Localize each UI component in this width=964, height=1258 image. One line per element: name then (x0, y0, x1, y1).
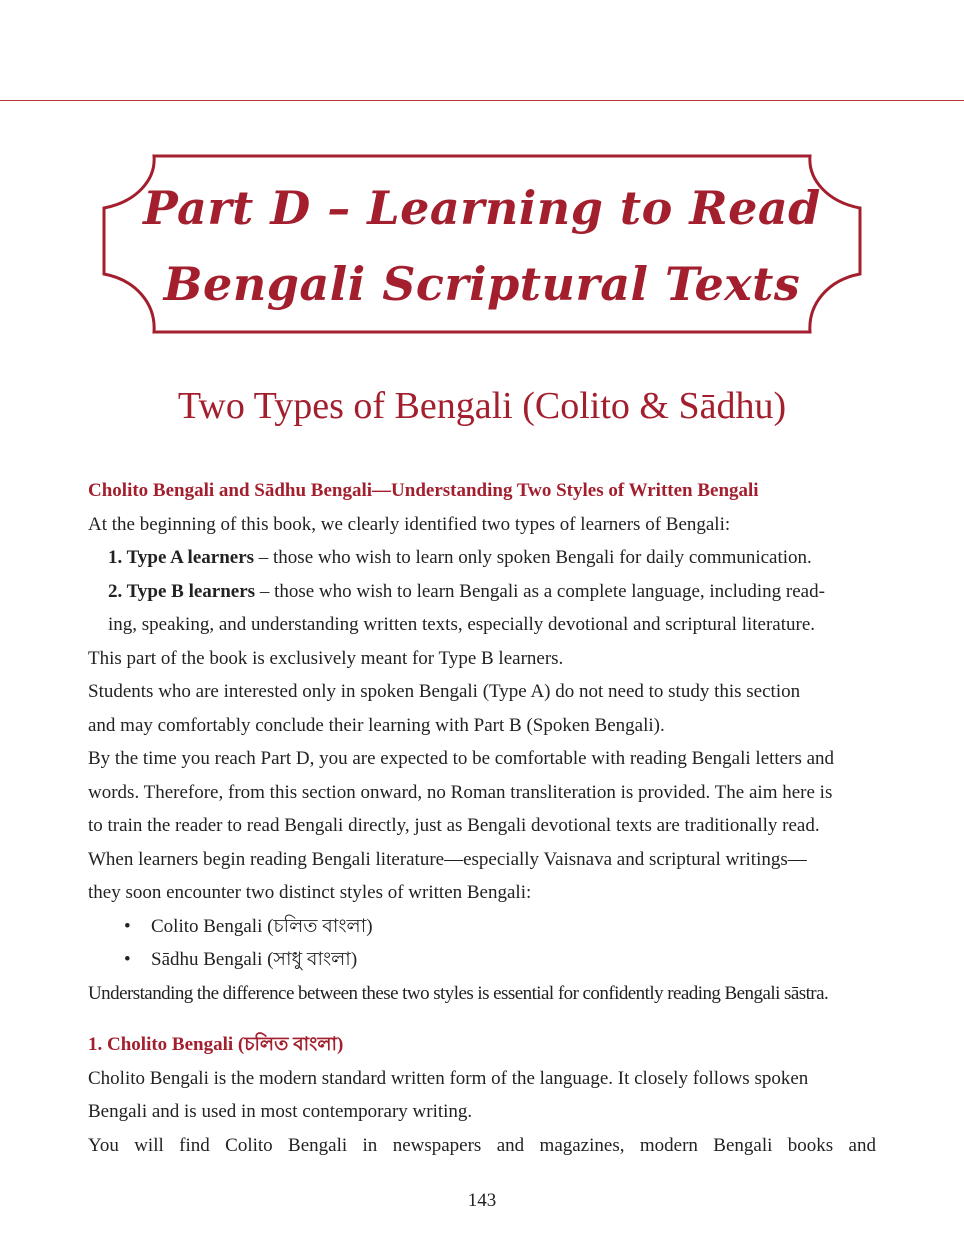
paragraph-reach-line-1: By the time you reach Part D, you are expected to be comfortable with reading Bengali letters and (88, 748, 835, 769)
list-item-type-a (88, 541, 876, 575)
paragraph-students-line-1: Students who are interested only in spoken Bengali (Type A) do not need to study this section (88, 681, 801, 702)
paragraph-when-line-1: When learners begin reading Bengali literature—especially Vaisnava and scriptural writings— (88, 848, 807, 870)
list-item-type-b-continued: ing, speaking, and understanding written texts, especially devotional and scriptural literature. (108, 614, 816, 635)
paragraph-cholito-line-2: Bengali and is used in most contemporary writing. (88, 1101, 473, 1122)
paragraph-reach-line-3: to train the reader to read Bengali directly, just as Bengali devotional texts are traditionally read. (88, 815, 820, 836)
bullet-icon: • (124, 949, 131, 970)
paragraph-when-line-2: they soon encounter two distinct styles of written Bengali: (88, 882, 532, 903)
list-item-type-b (88, 575, 876, 609)
header-rule (0, 100, 964, 101)
type-b-label: 2. Type B learners (108, 580, 256, 602)
banner-line-1: Part D – Learning to Read (143, 181, 821, 235)
bullet-icon: • (124, 915, 131, 937)
body-text (88, 474, 876, 1162)
part-title-banner (100, 152, 864, 337)
banner-line-2: Bengali Scriptural Texts (163, 257, 801, 311)
paragraph-exclusive: This part of the book is exclusively meant for Type B learners. (88, 647, 564, 669)
page-number: 143 (467, 1190, 497, 1211)
list-item-colito (88, 910, 876, 944)
paragraph-find: You will find Colito Bengali in newspapers and magazines, modern Bengali books and (88, 1134, 876, 1156)
type-b-text: – those who wish to learn Bengali as a complete language, including read- (255, 580, 825, 602)
subheading-styles: Cholito Bengali and Sādhu Bengali—Understanding Two Styles of Written Bengali (88, 480, 759, 501)
style-colito: Colito Bengali (চলিত বাংলা) (151, 915, 373, 937)
list-item-sadhu (88, 943, 876, 977)
paragraph-understanding: Understanding the difference between these two styles is essential for confidently reading Bengali sāstra. (88, 982, 829, 1004)
section-title: Two Types of Bengali (Colito & Sādhu) (177, 385, 787, 427)
paragraph-cholito-line-1: Cholito Bengali is the modern standard written form of the language. It closely follows spoken (88, 1067, 809, 1089)
type-a-label: 1. Type A learners (108, 547, 255, 568)
intro-paragraph: At the beginning of this book, we clearly identified two types of learners of Bengali: (88, 513, 731, 535)
paragraph-reach-line-2: words. Therefore, from this section onward, no Roman transliteration is provided. The aim here is (88, 781, 833, 803)
type-a-text: – those who wish to learn only spoken Bengali for daily communication. (254, 547, 812, 568)
subheading-cholito: 1. Cholito Bengali (চলিত বাংলা) (88, 1034, 344, 1055)
paragraph-students-line-2: and may comfortably conclude their learning with Part B (Spoken Bengali). (88, 714, 665, 736)
style-sadhu: Sādhu Bengali (সাধু বাংলা) (151, 949, 358, 970)
